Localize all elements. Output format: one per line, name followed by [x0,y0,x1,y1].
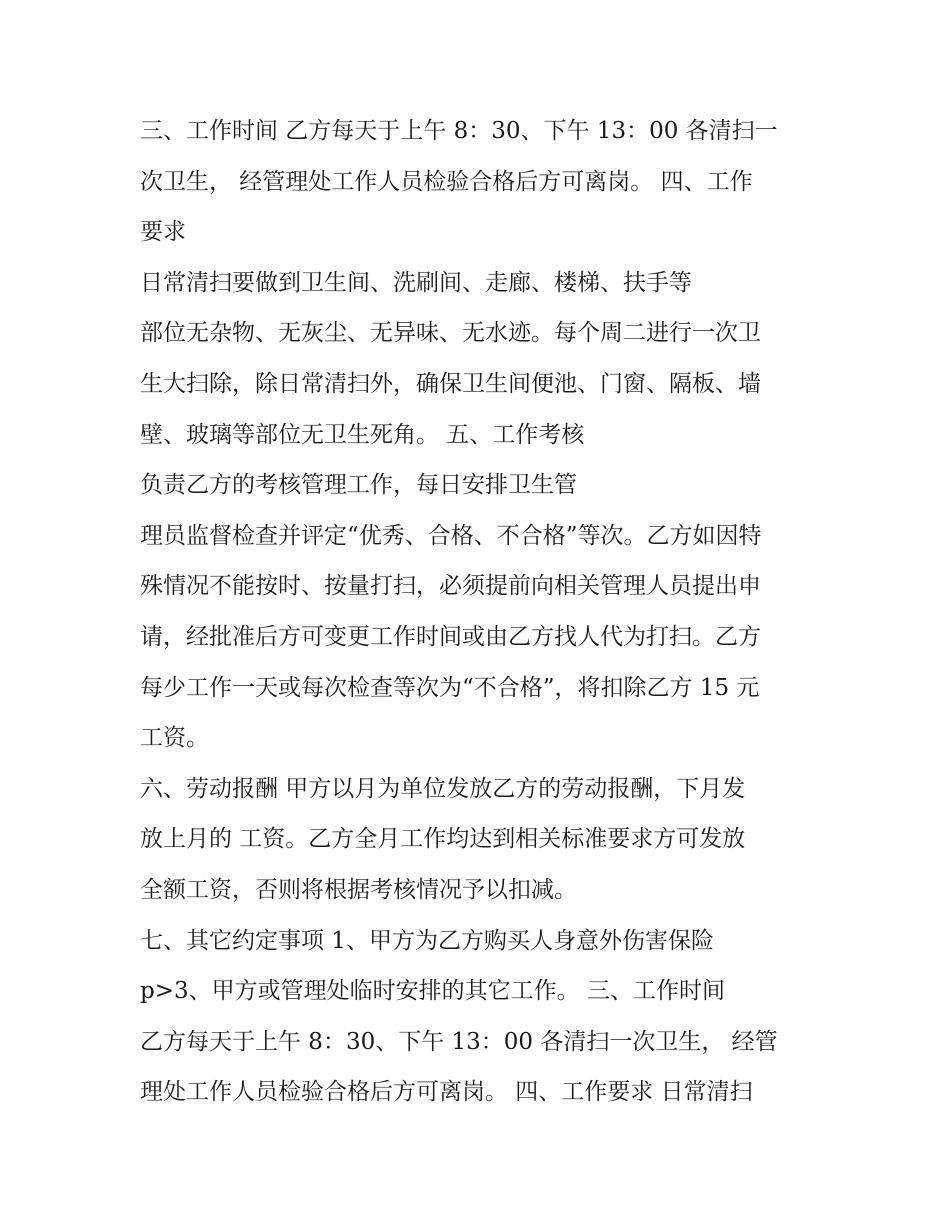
text-line: 次卫生， 经管理处工作人员检验合格后方可离岗。 四、工作 [140,168,753,195]
text-line: 乙方每天于上午 8：30、下午 13：00 各清扫一次卫生， 经管 [140,1028,778,1055]
text-line: 日常清扫要做到卫生间、洗刷间、走廊、楼梯、扶手等 [140,269,692,296]
text-line: 壁、玻璃等部位无卫生死角。 五、工作考核 [140,421,585,448]
text-line: 理员监督检查并评定“优秀、合格、不合格”等次。乙方如因特 [140,522,762,549]
text-line: 请，经批准后方可变更工作时间或由乙方找人代为打扫。乙方 [140,623,761,650]
text-line: 七、其它约定事项 1、甲方为乙方购买人身意外伤害保险 [140,927,714,954]
text-line: 负责乙方的考核管理工作，每日安排卫生管 [140,472,577,499]
text-line: 殊情况不能按时、按量打扫，必须提前向相关管理人员提出申 [140,573,761,600]
text-line: 理处工作人员检验合格后方可离岗。 四、工作要求 日常清扫 [140,1079,753,1106]
text-line: 工资。 [140,725,209,752]
text-line: 放上月的 工资。乙方全月工作均达到相关标准要求方可发放 [140,826,746,853]
document-body [140,106,820,1118]
text-line: 六、劳动报酬 甲方以月为单位发放乙方的劳动报酬，下月发 [140,775,746,802]
text-line: p>3、甲方或管理处临时安排的其它工作。 三、工作时间 [140,978,725,1005]
text-line: 生大扫除，除日常清扫外，确保卫生间便池、门窗、隔板、墙 [140,370,761,397]
text-line: 每少工作一天或每次检查等次为“不合格”，将扣除乙方 15 元 [140,674,760,701]
text-line: 部位无杂物、无灰尘、无异味、无水迹。每个周二进行一次卫 [140,320,761,347]
text-line: 三、工作时间 乙方每天于上午 8：30、下午 13：00 各清扫一 [140,118,778,144]
text-line: 全额工资，否则将根据考核情况予以扣减。 [140,876,577,903]
text-line: 要求 [140,219,186,246]
